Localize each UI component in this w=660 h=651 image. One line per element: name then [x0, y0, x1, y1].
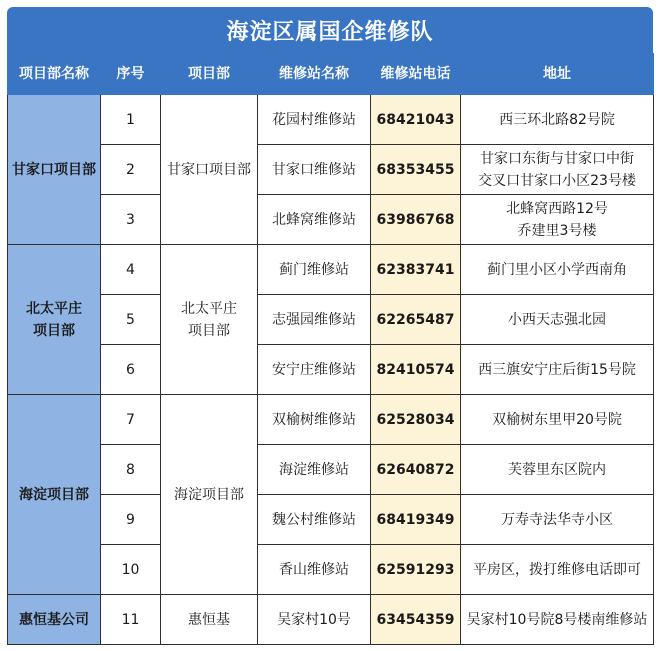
address-cell: 西三环北路82号院 [461, 95, 654, 145]
serial-no-cell: 5 [101, 295, 161, 345]
address-cell: 北蜂窝西路12号 乔建里3号楼 [461, 195, 654, 245]
header-project-dept: 项目部 [161, 54, 258, 95]
table-row [8, 145, 654, 195]
station-phone-cell: 68353455 [371, 145, 461, 195]
table-row [8, 395, 654, 445]
station-phone-cell: 63986768 [371, 195, 461, 245]
station-phone-cell: 62383741 [371, 245, 461, 295]
address-cell: 万寿寺法华寺小区 [461, 495, 654, 545]
header-station-name: 维修站名称 [258, 54, 371, 95]
station-name-cell: 吴家村10号 [258, 595, 371, 645]
repair-team-table-frame [7, 7, 653, 644]
project-dept-cell: 北太平庄 项目部 [161, 245, 258, 395]
station-name-cell: 魏公村维修站 [258, 495, 371, 545]
header-row [8, 54, 654, 95]
project-name-cell: 惠恒基公司 [8, 595, 101, 645]
station-name-cell: 香山维修站 [258, 545, 371, 595]
station-phone-cell: 62265487 [371, 295, 461, 345]
header-address: 地址 [461, 54, 654, 95]
table-row [8, 445, 654, 495]
station-phone-cell: 68421043 [371, 95, 461, 145]
table-row [8, 595, 654, 645]
project-name-cell: 北太平庄 项目部 [8, 245, 101, 395]
repair-team-table [7, 53, 654, 645]
serial-no-cell: 7 [101, 395, 161, 445]
serial-no-cell: 11 [101, 595, 161, 645]
table-row [8, 345, 654, 395]
address-cell: 小西天志强北园 [461, 295, 654, 345]
station-phone-cell: 62528034 [371, 395, 461, 445]
address-cell: 西三旗安宁庄后街15号院 [461, 345, 654, 395]
station-name-cell: 海淀维修站 [258, 445, 371, 495]
station-name-cell: 蓟门维修站 [258, 245, 371, 295]
station-phone-cell: 62591293 [371, 545, 461, 595]
serial-no-cell: 2 [101, 145, 161, 195]
address-cell: 芙蓉里东区院内 [461, 445, 654, 495]
project-name-cell: 海淀项目部 [8, 395, 101, 595]
station-name-cell: 志强园维修站 [258, 295, 371, 345]
address-cell: 蓟门里小区小学西南角 [461, 245, 654, 295]
station-phone-cell: 62640872 [371, 445, 461, 495]
station-phone-cell: 82410574 [371, 345, 461, 395]
table-row [8, 295, 654, 345]
serial-no-cell: 8 [101, 445, 161, 495]
station-phone-cell: 63454359 [371, 595, 461, 645]
serial-no-cell: 10 [101, 545, 161, 595]
table-row [8, 95, 654, 145]
table-title: 海淀区属国企维修队 [7, 7, 653, 53]
station-name-cell: 花园村维修站 [258, 95, 371, 145]
table-body [8, 95, 654, 645]
table-row [8, 545, 654, 595]
project-dept-cell: 海淀项目部 [161, 395, 258, 595]
address-cell: 双榆树东里甲20号院 [461, 395, 654, 445]
serial-no-cell: 4 [101, 245, 161, 295]
serial-no-cell: 9 [101, 495, 161, 545]
station-name-cell: 安宁庄维修站 [258, 345, 371, 395]
table-row [8, 495, 654, 545]
serial-no-cell: 6 [101, 345, 161, 395]
header-serial-no: 序号 [101, 54, 161, 95]
address-cell: 甘家口东街与甘家口中街 交叉口甘家口小区23号楼 [461, 145, 654, 195]
table-row [8, 195, 654, 245]
serial-no-cell: 1 [101, 95, 161, 145]
header-station-phone: 维修站电话 [371, 54, 461, 95]
project-name-cell: 甘家口项目部 [8, 95, 101, 245]
serial-no-cell: 3 [101, 195, 161, 245]
station-phone-cell: 68419349 [371, 495, 461, 545]
station-name-cell: 甘家口维修站 [258, 145, 371, 195]
header-project-name: 项目部名称 [8, 54, 101, 95]
table-row [8, 245, 654, 295]
station-name-cell: 北蜂窝维修站 [258, 195, 371, 245]
project-dept-cell: 甘家口项目部 [161, 95, 258, 245]
address-cell: 吴家村10号院8号楼南维修站 [461, 595, 654, 645]
address-cell: 平房区，拨打维修电话即可 [461, 545, 654, 595]
station-name-cell: 双榆树维修站 [258, 395, 371, 445]
project-dept-cell: 惠恒基 [161, 595, 258, 645]
